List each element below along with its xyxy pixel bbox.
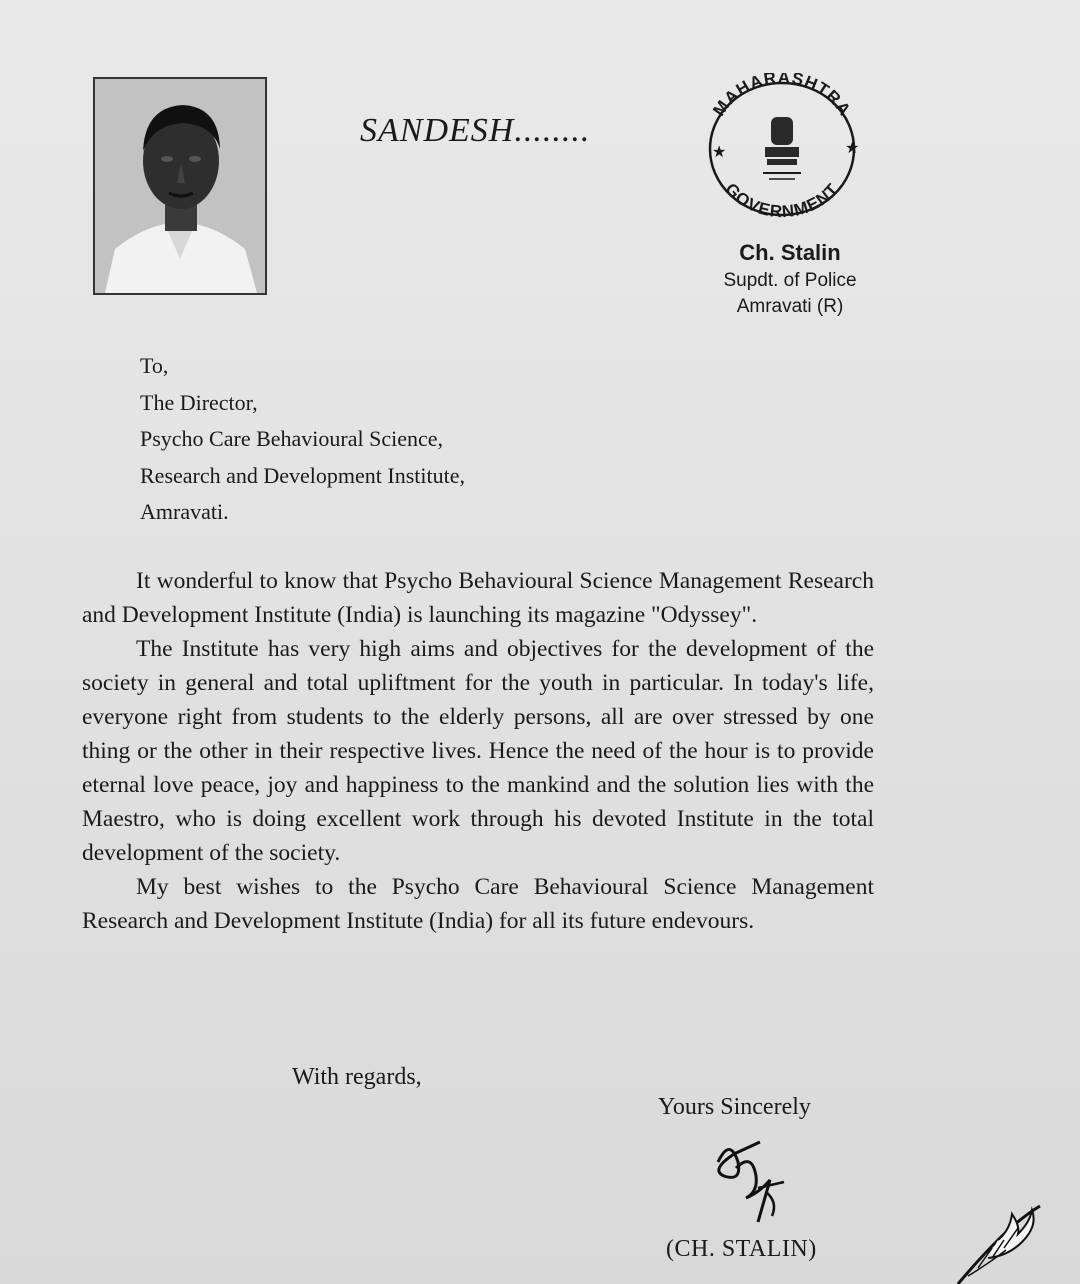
sender-name: Ch. Stalin xyxy=(739,240,841,265)
svg-text:GOVERNMENT xyxy=(721,179,842,221)
svg-text:★: ★ xyxy=(845,140,860,157)
sender-designation: Supdt. of Police xyxy=(723,270,857,291)
signed-name: (CH. STALIN) xyxy=(666,1236,817,1262)
feather-emblem-icon xyxy=(948,1200,1048,1284)
address-line: Research and Development Institute, xyxy=(140,462,466,488)
portrait-image xyxy=(95,79,265,293)
handwritten-signature xyxy=(700,1132,800,1232)
sender-photo xyxy=(93,77,267,295)
page-title: SANDESH........ xyxy=(360,112,591,149)
regards-line: With regards, xyxy=(292,1064,422,1090)
closing-line: Yours Sincerely xyxy=(658,1094,811,1120)
paragraph: The Institute has very high aims and objectives for the development of the society in general and total upliftment for the youth in particular. In today's life, everyone right from students to the elderly persons, all are over stressed by one thing or the other in their respective lives. Hence the need of the hour is to provide eternal love peace, joy and happiness to the mankind and the solution lies with the Maestro, who is doing excellent work through his devoted Institute in the total development of the society. xyxy=(82,636,874,866)
svg-text:★: ★ xyxy=(712,144,727,161)
svg-text:MAHARASHTRA xyxy=(709,73,854,120)
address-line: Psycho Care Behavioural Science, xyxy=(140,426,444,451)
paragraph: It wonderful to know that Psycho Behavioural Science Management Research and Development Institute (India) is launching its magazine "Odyssey". xyxy=(82,568,874,628)
seal-bottom-text: GOVERNMENT xyxy=(721,179,843,222)
maharashtra-seal-icon xyxy=(697,73,867,223)
address-line: Amravati. xyxy=(140,499,229,524)
recipient-address xyxy=(140,348,465,531)
sender-location: Amravati (R) xyxy=(736,296,844,317)
government-seal xyxy=(697,73,867,223)
letter-body xyxy=(82,564,874,938)
address-line: The Director, xyxy=(140,389,258,415)
salutation: To, xyxy=(140,353,169,378)
sender-block xyxy=(700,240,880,318)
seal-top-text: MAHARASHTRA xyxy=(709,73,855,120)
paragraph: My best wishes to the Psycho Care Behavioural Science Management Research and Development Institute (India) for all its future endevours. xyxy=(82,874,874,934)
